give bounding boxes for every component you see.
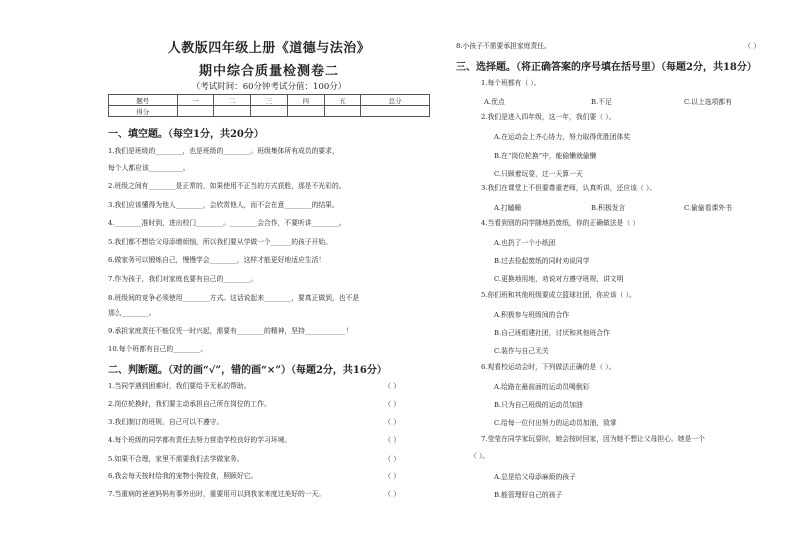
score-table xyxy=(108,94,430,117)
score-cell: 五 xyxy=(324,95,361,106)
fill-question: 1.我们是班级的________，也是班级的________。班级集体所有成员的要求， xyxy=(108,147,339,155)
score-cell: 得分 xyxy=(109,106,178,117)
judge-question: 6.我会每天按时给我的宠物小狗投食，照顾好它。 xyxy=(108,472,258,480)
fill-question: 9.承担家庭责任不能仅凭一时兴起，需要有________的精神，坚持____________！ xyxy=(108,327,353,335)
choice-option[interactable]: C.装作与自己无关 xyxy=(494,347,549,355)
answer-paren[interactable]: （ ） xyxy=(384,455,401,463)
choice-option[interactable]: A.积极参与班级间的合作 xyxy=(494,311,570,319)
choice-option[interactable]: B.不足 xyxy=(591,98,612,106)
score-cell[interactable] xyxy=(177,106,214,117)
section3-heading: 三、选择题。（将正确答案的序号填在括号里）（每题2分，共18分） xyxy=(456,62,757,73)
choice-question: 7.莹莹在同学家玩耍时，她会按时回家，因为她不想让父母担心。她是一个 xyxy=(481,435,705,443)
fill-question: 那么________。 xyxy=(108,309,156,317)
choice-option[interactable]: A.总是给父母添麻烦的孩子 xyxy=(494,473,576,481)
choice-option[interactable]: C.给每一位付出努力的运动员加油，致掌 xyxy=(494,419,617,427)
judge-question: 5.如果不合理，家里不需要我们去学做家务。 xyxy=(108,455,244,463)
score-cell: 一 xyxy=(177,95,214,106)
choice-option[interactable]: B.自己班组建社团，讨厌和其他班合作 xyxy=(494,329,610,337)
exam-subtitle: 期中综合质量检测卷二 xyxy=(198,64,339,79)
score-cell[interactable] xyxy=(361,106,430,117)
answer-paren[interactable]: （ ） xyxy=(744,42,761,50)
choice-option[interactable]: B.在“岗位轮换”中，能偷懒就偷懒 xyxy=(494,152,597,160)
score-cell[interactable] xyxy=(287,106,324,117)
choice-option[interactable]: C.只顾着玩耍，过一天算一天 xyxy=(494,170,583,178)
fill-question: 10.每个班都有自己的________。 xyxy=(108,345,208,353)
choice-question: 1.每个班都有（ ）。 xyxy=(481,79,541,87)
score-cell: 三 xyxy=(251,95,288,106)
choice-question: 3.我们在课堂上不但要尊重老师，认真听讲，还应该（ ）。 xyxy=(481,184,657,192)
exam-info: （考试时间：60分钟考试分值：100分） xyxy=(191,82,347,92)
answer-paren[interactable]: （ ） xyxy=(384,436,401,444)
fill-question: 2.班级之间有________是正常的，如果使用不正当的方式获胜，那是不光彩的。 xyxy=(108,182,346,190)
fill-question: 6.做家务可以锻炼自己，慢慢学会________，这样才能更好地适应生活！ xyxy=(108,256,326,264)
choice-option[interactable]: A.也扔了一个小纸团 xyxy=(494,239,556,247)
score-table-header-row xyxy=(109,95,430,106)
choice-option[interactable]: A.在运动会上齐心协力，努力取得优胜团体奖 xyxy=(494,133,631,141)
choice-option[interactable]: A.打瞌睡 xyxy=(494,204,522,212)
score-cell: 二 xyxy=(214,95,251,106)
score-cell: 四 xyxy=(287,95,324,106)
choice-option[interactable]: B.只为自己班级的运动员加油 xyxy=(494,401,583,409)
answer-paren[interactable]: （ ） xyxy=(384,400,401,408)
judge-question: 3.我们制订的班规，自己可以不遵守。 xyxy=(108,418,224,426)
answer-paren[interactable]: （ ） xyxy=(384,490,401,498)
judge-question: 4.每个班级的同学都有责任去努力营造学校良好的学习环境。 xyxy=(108,436,292,444)
choice-question: 5.你们班和其他班级要成立篮球社团，你应该（ ）。 xyxy=(481,291,636,299)
fill-question: 3.我们应该懂得为他人________，会欣赏他人，而不会在意________的结果。 xyxy=(108,201,339,209)
section2-heading: 二、判断题。（对的画“√”，错的画“×”）（每题2分，共16分） xyxy=(108,365,387,376)
exam-title: 人教版四年级上册《道德与法治》 xyxy=(167,41,371,56)
judge-question: 8.小孩子不需要承担家庭责任。 xyxy=(456,42,551,50)
choice-option[interactable]: A.给路在最前面的运动员喝倒彩 xyxy=(494,383,590,391)
judge-question: 7.当重病的爸爸妈妈有事外出时，重要用可以到我家来度过美好的一天。 xyxy=(108,490,326,498)
answer-paren[interactable]: （ ） xyxy=(384,472,401,480)
fill-question: 7.作为孩子，我们对家庭也要有自己的________。 xyxy=(108,275,258,283)
score-cell: 总分 xyxy=(361,95,430,106)
judge-question: 2.岗位轮换时，我们要主动承担自己所在岗位的工作。 xyxy=(108,400,271,408)
choice-option[interactable]: B.过去捡起废纸的同时劝说同学 xyxy=(494,257,590,265)
fill-question: 每个人都应该__________。 xyxy=(108,164,190,172)
answer-paren[interactable]: （ ） xyxy=(384,418,401,426)
fill-question: 5.我们都不想给父母添增烦恼，所以我们要从学做一个______的孩子开始。 xyxy=(108,238,332,246)
choice-question: 4.当看到别的同学随地扔废纸，你的正确做法是（ ） xyxy=(481,219,640,227)
fill-question: 4.________准时到，进出校门________。________会合作，不要听讲________。 xyxy=(108,219,346,227)
answer-paren[interactable]: （ ） xyxy=(384,382,401,390)
score-cell[interactable] xyxy=(214,106,251,117)
choice-question: 6.观看校运动会时，下列做法正确的是（ ）。 xyxy=(481,363,616,371)
choice-question: 2.我们是进入四年级，这一年，我们要（ ）。 xyxy=(481,113,616,121)
choice-option[interactable]: B.积极发言 xyxy=(591,204,626,212)
judge-question: 1.当同学遇到困难时，我们要给予无私的帮助。 xyxy=(108,382,251,390)
score-cell[interactable] xyxy=(324,106,361,117)
section1-heading: 一、填空题。（每空1分，共20分） xyxy=(108,129,264,140)
choice-option[interactable]: B.能管理好自己的孩子 xyxy=(494,491,563,499)
fill-question: 8.班级间的竞争必须使用________方式。这话说起来________，要真正做到，也不是 xyxy=(108,294,360,302)
choice-option[interactable]: C.以上选项都有 xyxy=(684,98,732,106)
score-cell[interactable] xyxy=(251,106,288,117)
choice-option[interactable]: A.优点 xyxy=(484,98,505,106)
choice-option[interactable]: C.更换地用地，劝说对方遵守班规，讲文明 xyxy=(494,275,624,283)
choice-question-cont[interactable]: （ ）。 xyxy=(470,452,490,460)
score-cell: 题号 xyxy=(109,95,178,106)
score-table-score-row xyxy=(109,106,430,117)
choice-option[interactable]: C.偷偷看课外书 xyxy=(684,204,732,212)
